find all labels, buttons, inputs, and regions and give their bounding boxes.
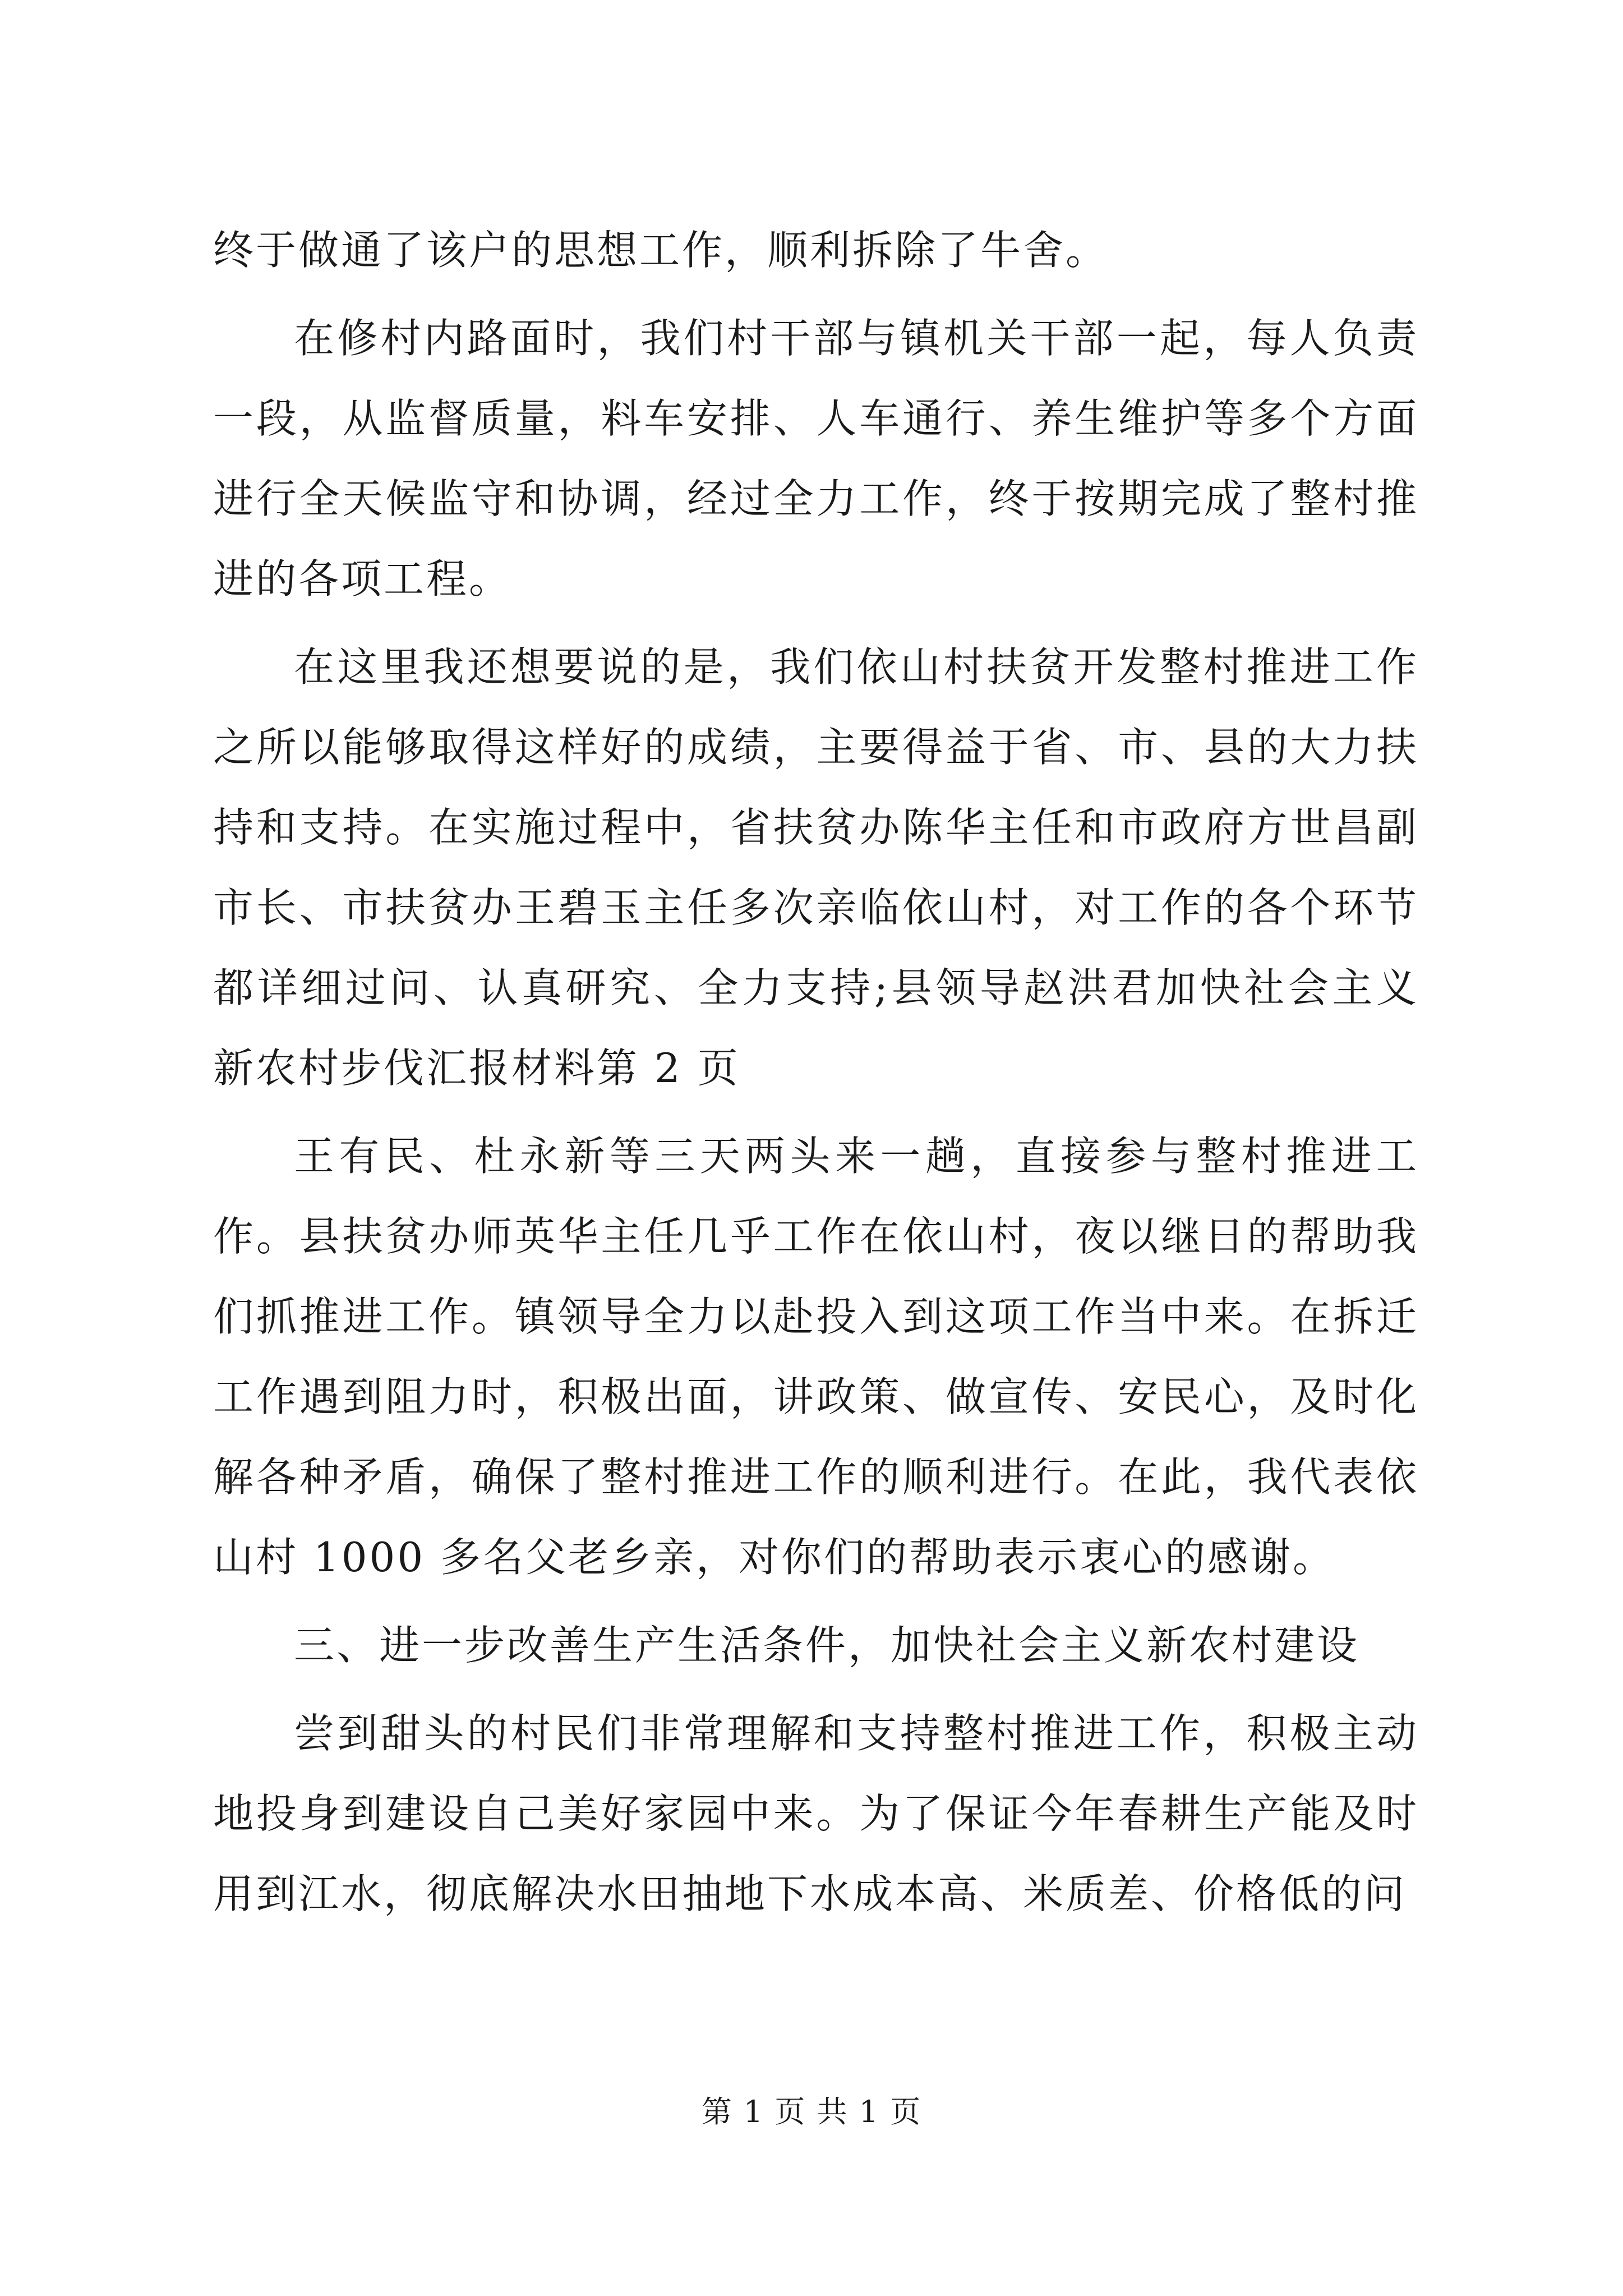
paragraph-2: 在修村内路面时，我们村干部与镇机关干部一起，每人负责一段，从监督质量，料车安排、人车通行、养生维护等多个方面进行全天候监守和协调，经过全力工作，终于按期完成了整村推进的各项工程。: [213, 315, 1419, 602]
section-heading: 三、进一步改善生产生活条件，加快社会主义新农村建设: [294, 1622, 1360, 1669]
page-footer: 第 1 页 共 1 页: [701, 2094, 922, 2129]
paragraph-3: 在这里我还想要说的是，我们依山村扶贫开发整村推进工作之所以能够取得这样好的成绩，主要得益于省、市、县的大力扶持和支持。在实施过程中，省扶贫办陈华主任和市政府方世昌副市长、市扶贫办王碧玉主任多次亲临依山村，对工作的各个环节都详细过问、认真研究、全力支持;县领导赵洪君加快社会主义新农村步伐汇报材料第 2 页: [213, 643, 1419, 1092]
document-body: [213, 210, 1419, 1942]
paragraph-5: 尝到甜头的村民们非常理解和支持整村推进工作，积极主动地投身到建设自己美好家园中来。为了保证今年春耕生产能及时用到江水，彻底解决水田抽地下水成本高、米质差、价格低的问: [213, 1710, 1419, 1917]
paragraph-4: 王有民、杜永新等三天两头来一趟，直接参与整村推进工作。县扶贫办师英华主任几乎工作在依山村，夜以继日的帮助我们抓推进工作。镇领导全力以赴投入到这项工作当中来。在拆迁工作遇到阻力时，积极出面，讲政策、做宣传、安民心，及时化解各种矛盾，确保了整村推进工作的顺利进行。在此，我代表依山村 1000 多名父老乡亲，对你们的帮助表示衷心的感谢。: [213, 1133, 1419, 1581]
paragraph-1: 终于做通了该户的思想工作，顺利拆除了牛舍。: [213, 227, 1109, 274]
